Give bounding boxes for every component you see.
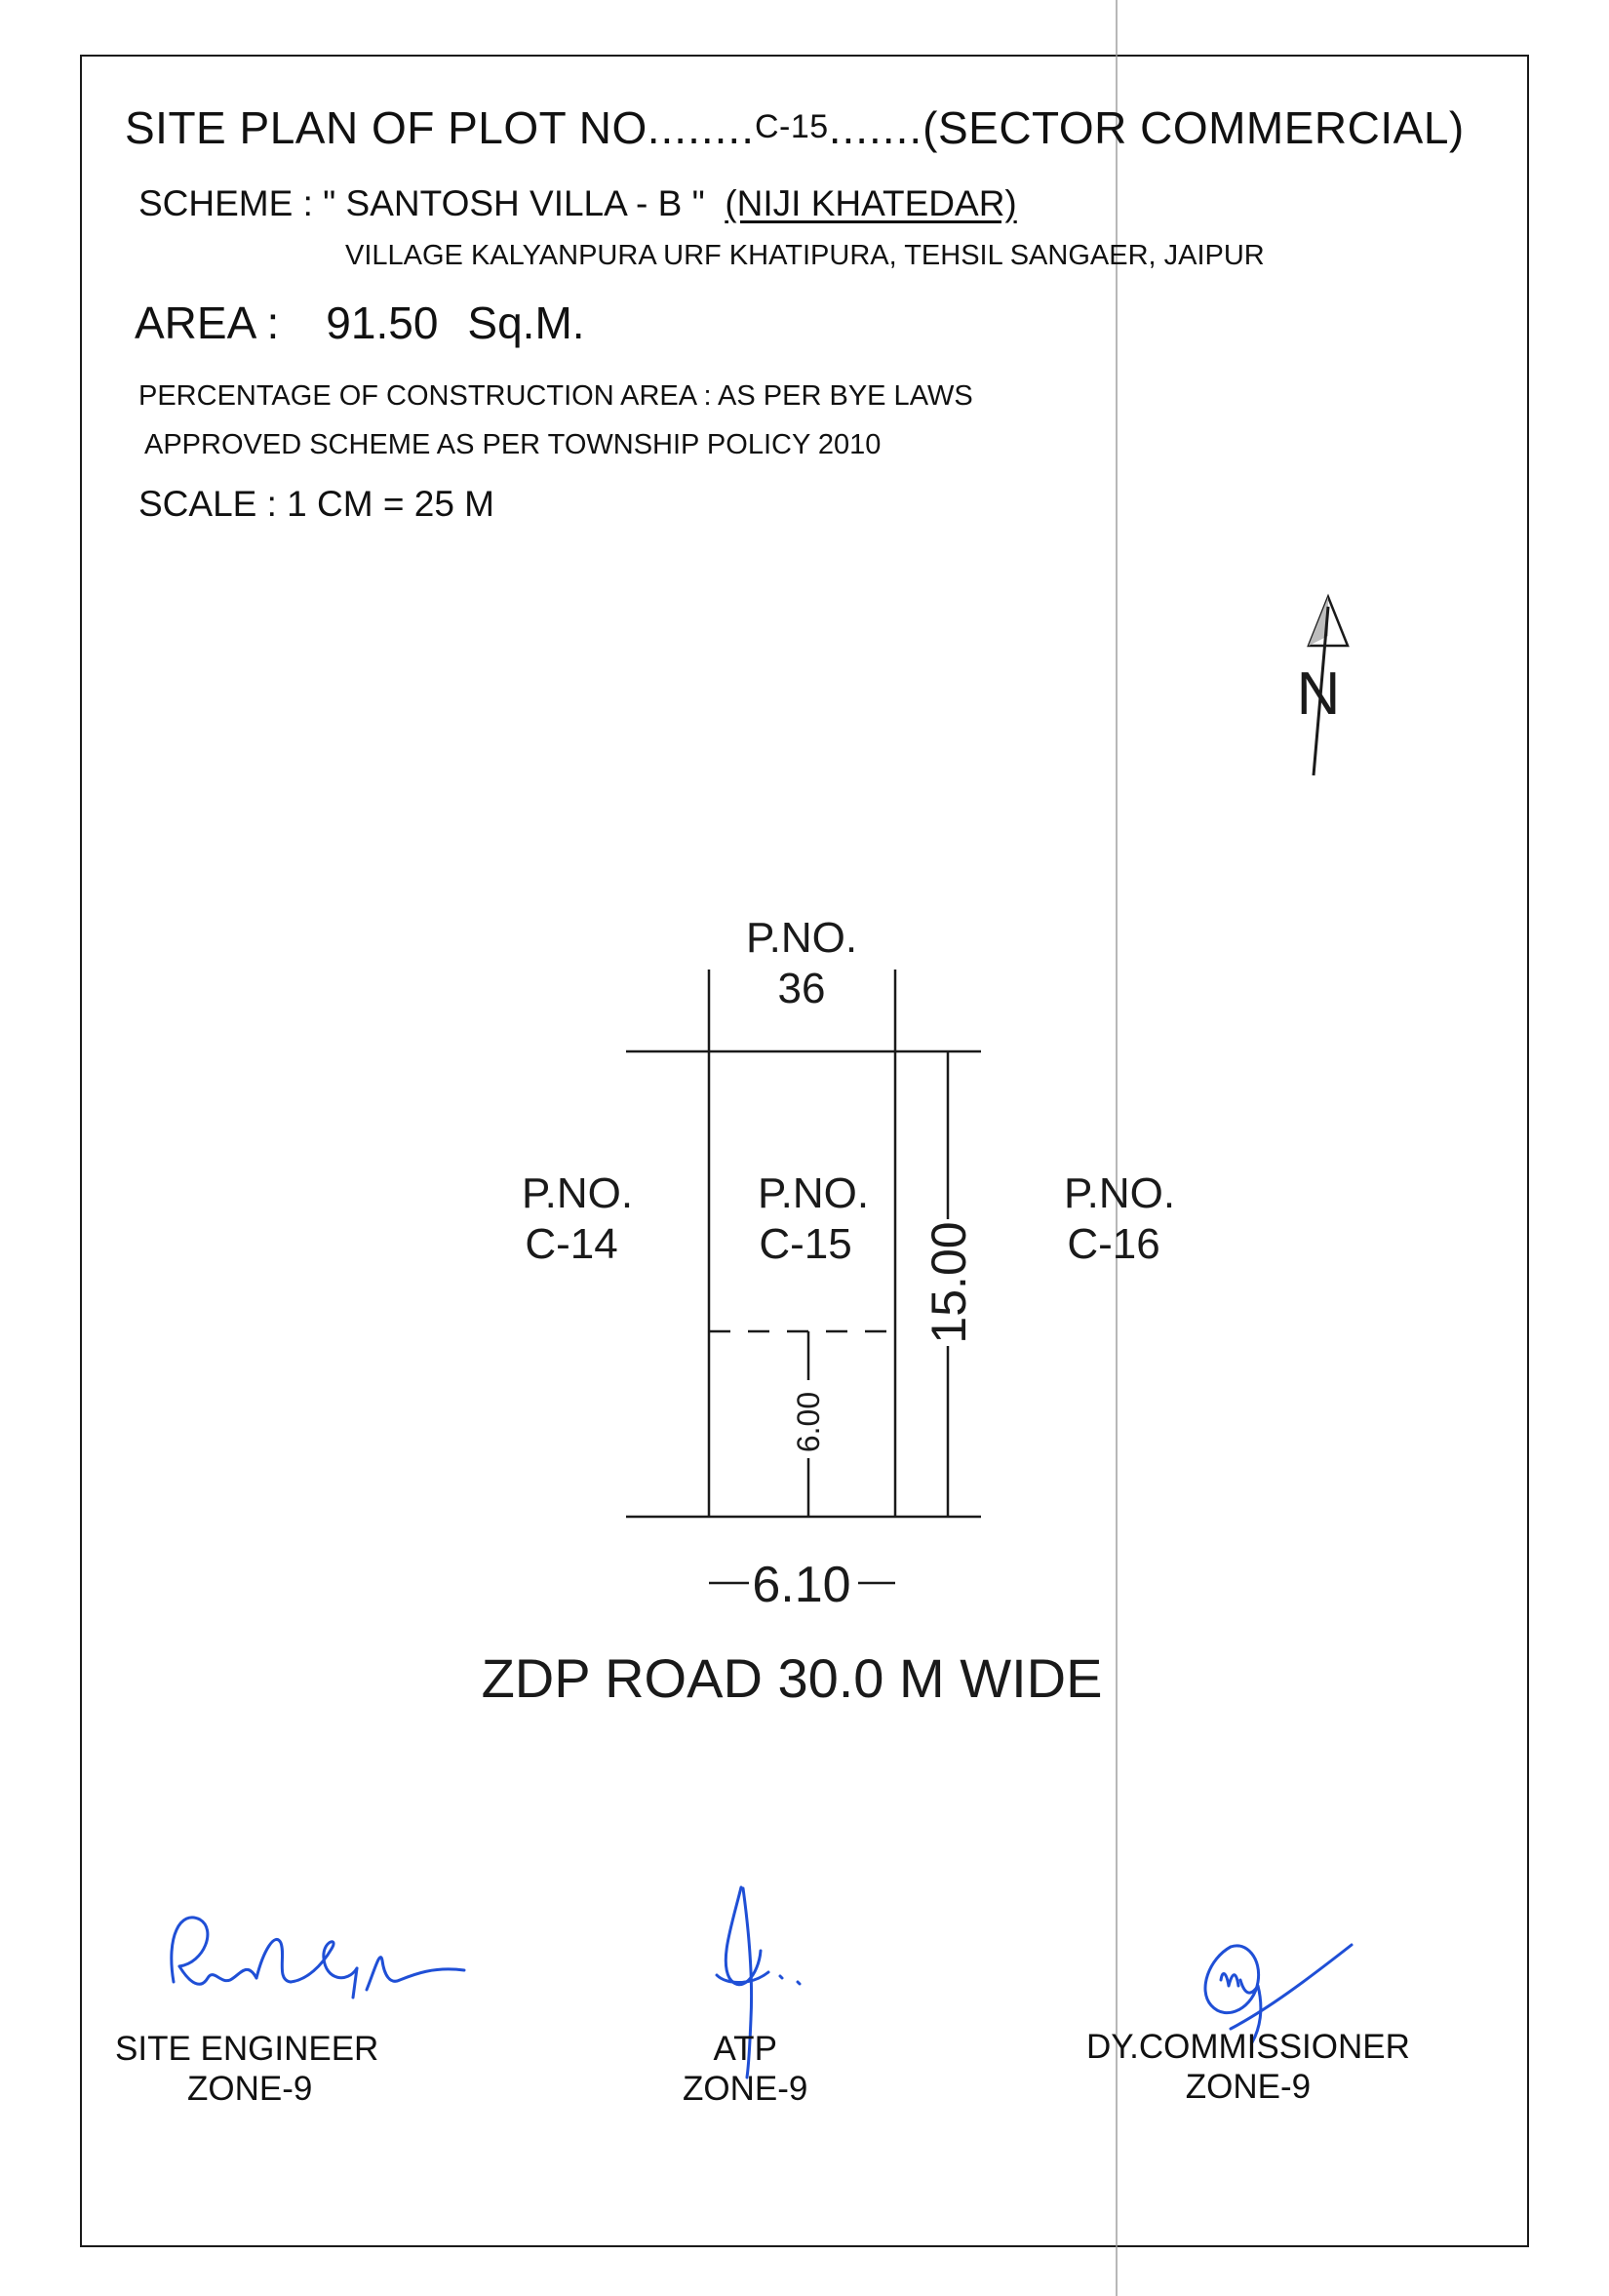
- title-dots-left: ........: [647, 102, 755, 153]
- plot-number: C-15: [754, 108, 829, 145]
- dy-commissioner-zone: ZONE-9: [1185, 2068, 1312, 2107]
- setback-dimension: [791, 1331, 826, 1517]
- title-suffix: (SECTOR COMMERCIAL): [922, 102, 1465, 153]
- approved-note: APPROVED SCHEME AS PER TOWNSHIP POLICY 2010: [144, 429, 882, 460]
- area-value: 91.50: [326, 297, 439, 348]
- setback-dimension-label: 6.00: [791, 1391, 826, 1453]
- atp-zone: ZONE-9: [683, 2070, 808, 2109]
- west-plot-label-line2: C-14: [525, 1220, 618, 1268]
- frontage-dimension-label: 6.10: [752, 1557, 851, 1613]
- frontage-dimension: [709, 1557, 895, 1613]
- west-plot-label-line1: P.NO.: [521, 1169, 634, 1217]
- construction-note: PERCENTAGE OF CONSTRUCTION AREA : AS PER BYE LAWS: [138, 380, 973, 412]
- site-engineer-signature: [172, 1918, 464, 1998]
- site-engineer-block: [115, 2029, 378, 2110]
- atp-title: ATP: [713, 2030, 777, 2068]
- north-arrow-icon: [1297, 597, 1348, 775]
- scheme-label: SCHEME :: [138, 183, 313, 223]
- subject-plot-label-line1: P.NO.: [757, 1169, 870, 1217]
- village-line: VILLAGE KALYANPURA URF KHATIPURA, TEHSIL SANGAER, JAIPUR: [345, 240, 1265, 271]
- atp-block: [683, 2029, 807, 2110]
- scheme-name: " SANTOSH VILLA - B ": [323, 183, 705, 223]
- dy-commissioner-block: [1086, 2027, 1410, 2108]
- east-plot-label-line1: P.NO.: [1063, 1169, 1176, 1217]
- road-label: ZDP ROAD 30.0 M WIDE: [481, 1647, 1103, 1709]
- title-prefix: SITE PLAN OF PLOT NO: [125, 102, 648, 153]
- depth-dimension: [922, 1051, 976, 1517]
- title-dots-right: .......: [828, 102, 923, 153]
- north-plot-label-line2: 36: [777, 965, 826, 1012]
- north-letter: N: [1296, 660, 1341, 728]
- north-plot-label-line1: P.NO.: [745, 914, 858, 962]
- site-engineer-zone: ZONE-9: [186, 2070, 313, 2109]
- east-plot-label-line2: C-16: [1067, 1220, 1160, 1268]
- dy-commissioner-title: DY.COMMISSIONER: [1086, 2028, 1410, 2066]
- area-label: AREA :: [135, 297, 280, 348]
- area-unit: Sq.M.: [467, 297, 585, 348]
- scale-note: SCALE : 1 CM = 25 M: [138, 484, 494, 524]
- depth-dimension-label: 15.00: [922, 1221, 976, 1344]
- site-engineer-title: SITE ENGINEER: [115, 2030, 379, 2068]
- subject-plot-label-line2: C-15: [759, 1220, 852, 1268]
- scheme-type: (NIJI KHATEDAR): [725, 183, 1017, 223]
